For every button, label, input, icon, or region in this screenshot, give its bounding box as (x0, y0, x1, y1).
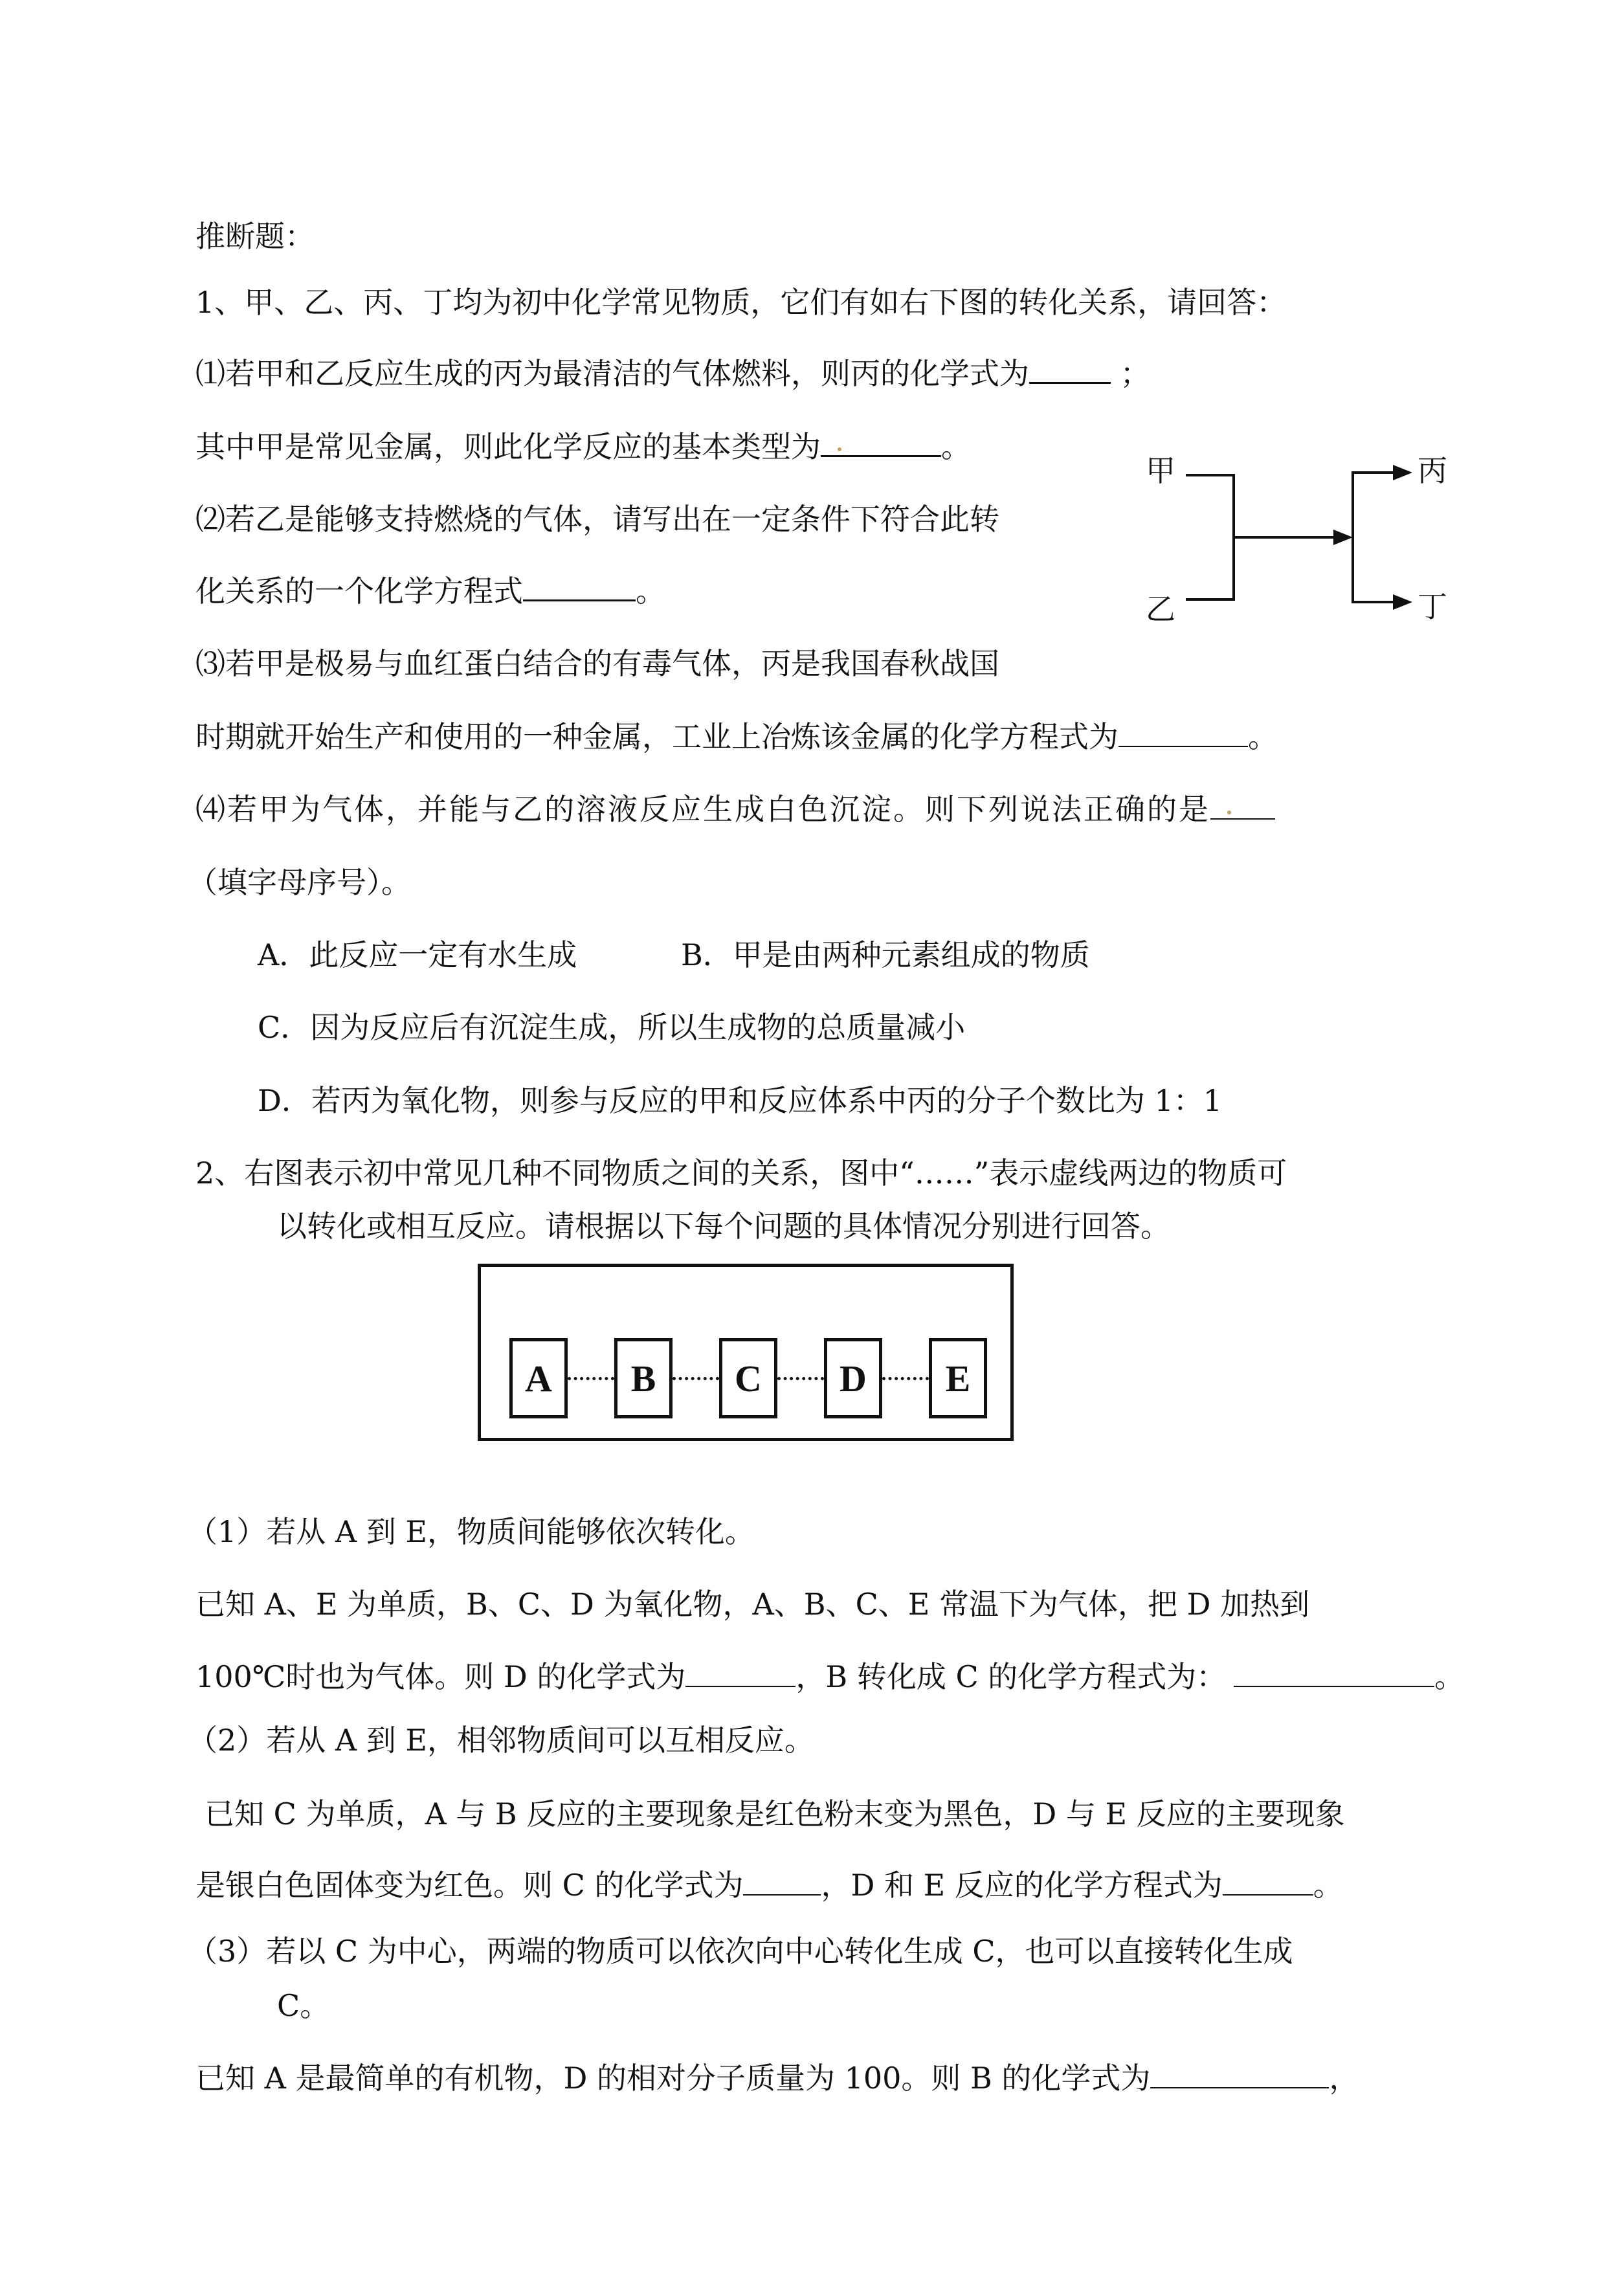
conversion-diagram (1139, 440, 1476, 647)
answer-blank[interactable] (1234, 1660, 1434, 1687)
q1-part2-line1: ⑵若乙是能够支持燃烧的气体，请写出在一定条件下符合此转 (195, 502, 999, 537)
label-bing: 丙 (1418, 453, 1447, 488)
answer-blank[interactable] (1029, 356, 1111, 384)
box-c: C (719, 1338, 777, 1418)
q1-part2-line2: 化关系的一个化学方程式 。 (195, 574, 665, 609)
q2-sub3-title-line1: （3）若以 C 为中心，两端的物质可以依次向中心转化生成 C，也可以直接转化生成 (188, 1934, 1293, 1969)
box-a: A (509, 1338, 568, 1418)
q1-part3-line1: ⑶若甲是极易与血红蛋白结合的有毒气体，丙是我国春秋战国 (195, 646, 999, 681)
q2-sub3-line1: 已知 A 是最简单的有机物，D 的相对分子质量为 100。则 B 的化学式为 ， (195, 2061, 1359, 2096)
answer-blank[interactable] (821, 429, 941, 457)
label-jia: 甲 (1146, 453, 1175, 488)
q1-part1-line1: ⑴若甲和乙反应生成的丙为最清洁的气体燃料，则丙的化学式为 ； (195, 356, 1150, 391)
answer-blank[interactable] (685, 1660, 795, 1687)
answer-blank[interactable] (1210, 792, 1275, 820)
q2-sub1-title: （1）若从 A 到 E，物质间能够依次转化。 (188, 1514, 755, 1549)
q2-sub2-title: （2）若从 A 到 E，相邻物质间可以互相反应。 (188, 1723, 814, 1758)
answer-blank[interactable] (743, 1868, 821, 1896)
q2-stem-line2: 以转化或相互反应。请根据以下每个问题的具体情况分别进行回答。 (277, 1209, 1170, 1244)
q1-option-c: C．因为反应后有沉淀生成，所以生成物的总质量减小 (258, 1010, 966, 1045)
answer-blank[interactable] (1223, 1868, 1313, 1896)
label-ding: 丁 (1418, 589, 1447, 624)
q2-sub2-line1: 已知 C 为单质，A 与 B 反应的主要现象是红色粉末变为黑色，D 与 E 反应的主要现象 (205, 1796, 1345, 1831)
dotted-link (568, 1377, 614, 1380)
q2-sub1-line1: 已知 A、E 为单质，B、C、D 为氧化物，A、B、C、E 常温下为气体，把 D 加热到 (195, 1587, 1310, 1622)
dotted-link (777, 1377, 824, 1380)
q2-stem-line1: 2、右图表示初中常见几种不同物质之间的关系，图中“……”表示虚线两边的物质可 (195, 1156, 1287, 1191)
answer-blank[interactable] (1118, 720, 1248, 747)
q1-part3-line2: 时期就开始生产和使用的一种金属，工业上冶炼该金属的化学方程式为 。 (195, 719, 1278, 754)
dotted-link (882, 1377, 929, 1380)
q1-stem: 1、甲、乙、丙、丁均为初中化学常见物质，它们有如右下图的转化关系，请回答： (195, 285, 1287, 320)
q1-part4-line1: ⑷若甲为气体，并能与乙的溶液反应生成白色沉淀。则下列说法正确的是 (195, 790, 1275, 829)
q2-sub3-title-line2: C。 (277, 1988, 330, 2023)
answer-blank[interactable] (1150, 2061, 1329, 2088)
q2-sub2-line2: 是银白色固体变为红色。则 C 的化学式为 ，D 和 E 反应的化学方程式为 。 (195, 1868, 1343, 1903)
abcde-chain-diagram (478, 1264, 1014, 1441)
label-yi: 乙 (1146, 592, 1175, 627)
q1-option-b: B．甲是由两种元素组成的物质 (681, 937, 1090, 972)
box-b: B (614, 1338, 673, 1418)
box-d: D (824, 1338, 882, 1418)
q2-sub1-line2: 100℃时也为气体。则 D 的化学式为 ，B 转化成 C 的化学方程式为： 。 (195, 1659, 1465, 1694)
q1-part1-line2: 其中甲是常见金属，则此化学反应的基本类型为 。 (195, 429, 971, 464)
q1-option-a: A．此反应一定有水生成 (258, 937, 577, 972)
q1-option-d: D．若丙为氧化物，则参与反应的甲和反应体系中丙的分子个数比为 1：1 (258, 1083, 1223, 1118)
q1-part4-line2: （填字母序号）。 (188, 865, 411, 900)
box-e: E (929, 1338, 987, 1418)
section-heading: 推断题： (195, 219, 315, 254)
answer-blank[interactable] (523, 574, 636, 601)
dotted-link (673, 1377, 719, 1380)
